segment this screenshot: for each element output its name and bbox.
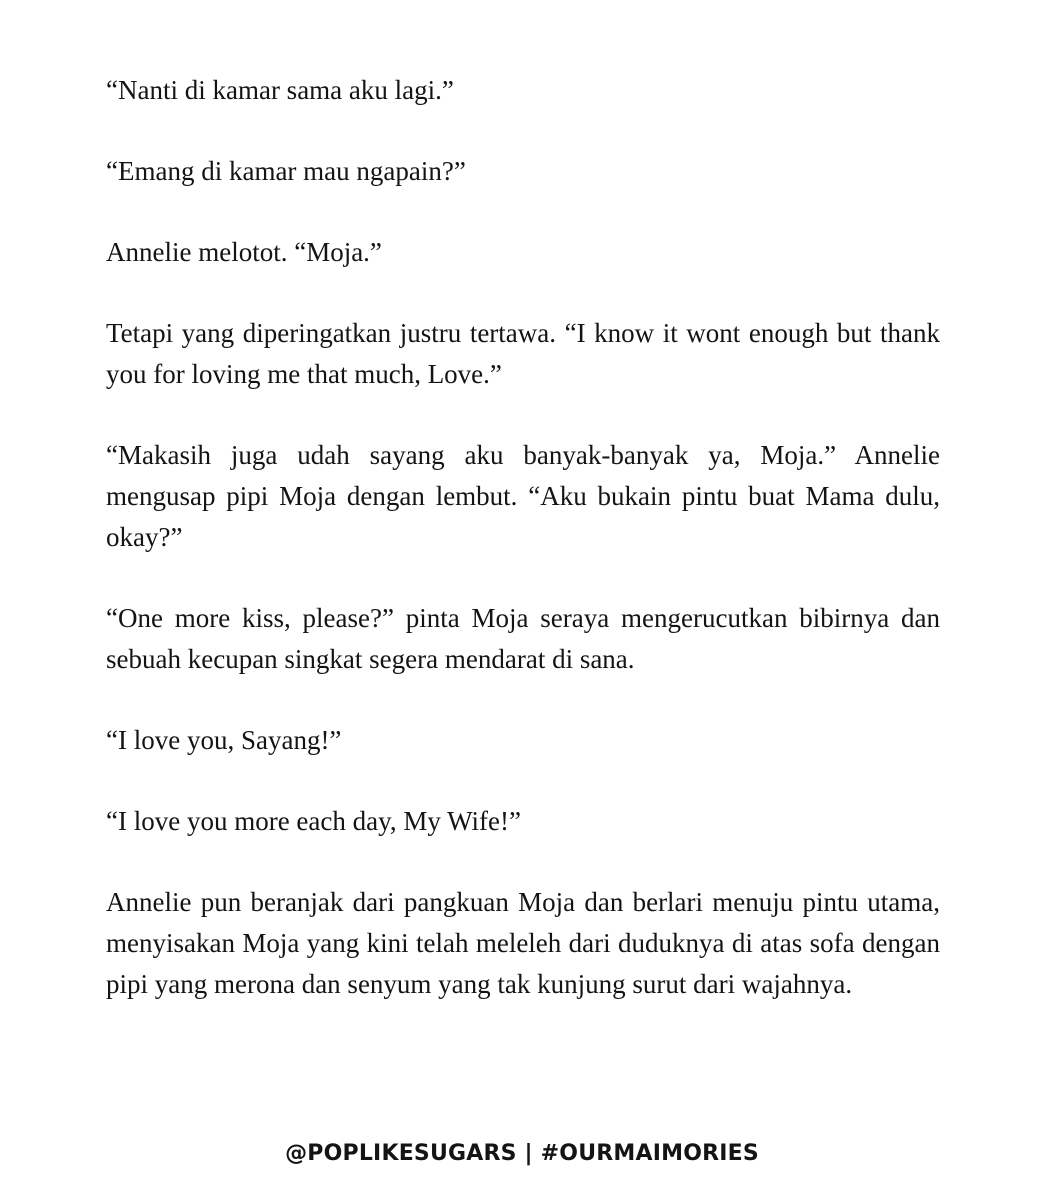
story-paragraph: Tetapi yang diperingatkan justru tertawa. “I know it wont enough but thank you for loving me that much, Love.”: [106, 318, 940, 389]
story-paragraph: Annelie melotot. “Moja.”: [106, 237, 382, 267]
story-paragraph: “Nanti di kamar sama aku lagi.”: [106, 75, 454, 105]
story-text: [106, 70, 940, 1045]
footer-credit: @POPLIKESUGARS | #OURMAIMORIES: [285, 1141, 759, 1166]
story-paragraph: “Makasih juga udah sayang aku banyak-banyak ya, Moja.” Annelie mengusap pipi Moja dengan lembut. “Aku bukain pintu buat Mama dulu, okay?”: [106, 440, 940, 552]
story-paragraph: “I love you, Sayang!”: [106, 725, 342, 755]
story-paragraph: Annelie pun beranjak dari pangkuan Moja dan berlari menuju pintu utama, menyisakan Moja yang kini telah meleleh dari duduknya di atas sofa dengan pipi yang merona dan senyum yang tak kunjung surut dari wajahnya.: [106, 887, 940, 999]
story-paragraph: “One more kiss, please?” pinta Moja seraya mengerucutkan bibirnya dan sebuah kecupan singkat segera mendarat di sana.: [106, 603, 940, 674]
story-paragraph: “Emang di kamar mau ngapain?”: [106, 156, 466, 186]
story-paragraph: “I love you more each day, My Wife!”: [106, 806, 521, 836]
